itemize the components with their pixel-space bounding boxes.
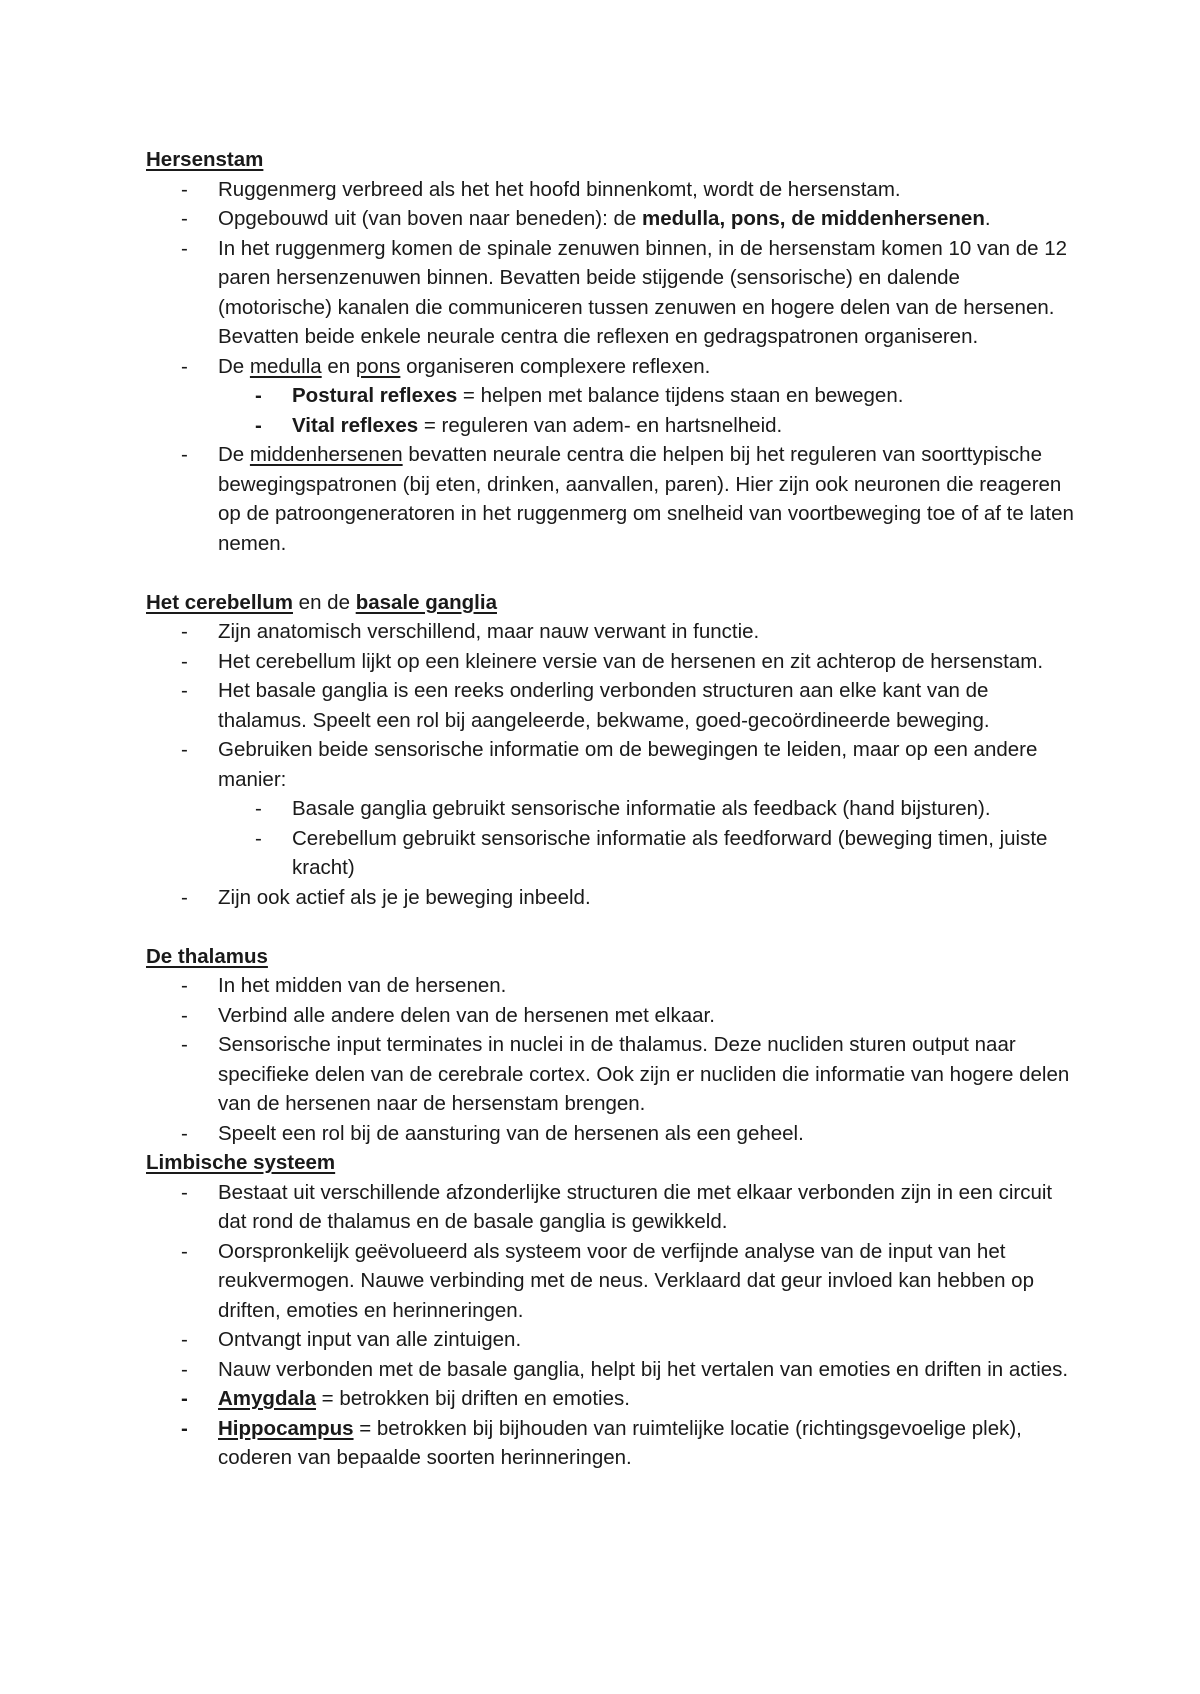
- item-text: Oorspronkelijk geëvolueerd als systeem voor de verfijnde analyse van de input van het reukvermogen. Nauwe verbinding met de neus. Verklaard dat geur invloed kan hebben op driften, emoties en herinneringen.: [218, 1239, 1034, 1322]
- sub-list-item: [146, 411, 1076, 441]
- item-text: = helpen met balance tijdens staan en bewegen.: [457, 384, 904, 407]
- item-underlined-text: pons: [355, 354, 401, 378]
- item-text: De: [218, 443, 250, 466]
- item-bold-text: Postural reflexes: [292, 384, 458, 407]
- list-item: [146, 1178, 1076, 1237]
- list-item: [146, 1237, 1076, 1326]
- heading-cerebellum: Het cerebellum: [146, 590, 293, 614]
- heading-basale-ganglia: basale ganglia: [355, 590, 497, 614]
- section-heading: [146, 145, 1076, 175]
- list-item: [146, 971, 1076, 1001]
- paragraph-gap: [146, 912, 1076, 942]
- bullet-dash: -: [181, 1328, 188, 1351]
- item-bold-underlined-text: Hippocampus: [218, 1416, 354, 1440]
- item-text: Gebruiken beide sensorische informatie om de bewegingen te leiden, maar op een andere manier:: [218, 738, 1038, 791]
- heading-hersenstam: Hersenstam: [146, 148, 264, 171]
- item-text: Bestaat uit verschillende afzonderlijke structuren die met elkaar verbonden zijn in een circuit dat rond de thalamus en de basale ganglia is gewikkeld.: [218, 1180, 1053, 1233]
- bullet-dash: -: [181, 649, 188, 673]
- sub-list-item: [146, 381, 1076, 411]
- list-item: [146, 1325, 1076, 1355]
- list-item: [146, 883, 1076, 913]
- bullet-dash: -: [255, 384, 262, 407]
- bullet-dash: -: [255, 826, 262, 850]
- heading-limbisch: Limbische systeem: [146, 1151, 336, 1174]
- item-text: = reguleren van adem- en hartsnelheid.: [418, 413, 783, 437]
- bullet-dash: -: [181, 207, 188, 230]
- section-thalamus: [146, 942, 1076, 1149]
- list-item: [146, 1355, 1076, 1385]
- list-item: [146, 352, 1076, 382]
- item-text: Basale ganglia gebruikt sensorische informatie als feedback (hand bijsturen).: [292, 797, 991, 820]
- bullet-dash: -: [181, 1357, 188, 1381]
- document-body: [146, 145, 1076, 1473]
- bullet-dash: -: [181, 738, 188, 761]
- item-text: De: [218, 354, 250, 378]
- bullet-dash: -: [181, 1003, 188, 1027]
- item-text: bevatten neurale centra die helpen bij het reguleren van soorttypische bewegingspatronen (bij eten, drinken, aanvallen, paren). Hier zijn ook neuronen die reageren op de patroongeneratoren in het ruggenmerg om snelheid van voortbeweging toe of af te laten nemen.: [218, 443, 1074, 555]
- heading-thalamus: De thalamus: [146, 944, 268, 968]
- sub-list-item: [146, 824, 1076, 883]
- item-text: Speelt een rol bij de aansturing van de hersenen als een geheel.: [218, 1121, 804, 1145]
- item-text: Opgebouwd uit (van boven naar beneden): de: [218, 207, 642, 230]
- item-bold-text: Vital reflexes: [292, 413, 419, 437]
- section-heading: [146, 1148, 1076, 1178]
- item-text: = betrokken bij bijhouden van ruimtelijke locatie (richtingsgevoelige plek), coderen van bepaalde soorten herinneringen.: [218, 1416, 1022, 1469]
- item-text: In het midden van de hersenen.: [218, 974, 507, 997]
- item-text: organiseren complexere reflexen.: [400, 354, 711, 378]
- sub-list-item: [146, 794, 1076, 824]
- item-text: Sensorische input terminates in nuclei in de thalamus. Deze nucliden sturen output naar specifieke delen van de cerebrale cortex. Ook zijn er nucliden die informatie van hogere delen van de hersenen naar de hersenstam brengen.: [218, 1033, 1070, 1115]
- list-item: [146, 617, 1076, 647]
- bullet-dash: -: [255, 797, 262, 820]
- bullet-dash: -: [181, 1239, 188, 1263]
- item-text: Nauw verbonden met de basale ganglia, helpt bij het vertalen van emoties en driften in acties.: [218, 1357, 1069, 1381]
- bullet-dash: -: [181, 885, 188, 909]
- item-text: Ontvangt input van alle zintuigen.: [218, 1328, 522, 1351]
- heading-connector: en de: [292, 590, 356, 614]
- list-item: [146, 204, 1076, 234]
- item-text: Zijn anatomisch verschillend, maar nauw verwant in functie.: [218, 620, 760, 643]
- section-hersenstam: [146, 145, 1076, 558]
- item-text: = betrokken bij driften en emoties.: [315, 1387, 630, 1410]
- bullet-dash: -: [181, 620, 188, 643]
- paragraph-gap: [146, 558, 1076, 588]
- bullet-dash: -: [181, 177, 188, 201]
- bullet-dash: -: [181, 1033, 188, 1056]
- list-item: [146, 1414, 1076, 1473]
- item-text: .: [984, 207, 991, 230]
- item-underlined-text: middenhersenen: [249, 443, 403, 466]
- section-cerebellum: [146, 588, 1076, 913]
- item-text: Verbind alle andere delen van de hersenen met elkaar.: [218, 1003, 715, 1027]
- bullet-dash: -: [181, 443, 188, 466]
- item-underlined-text: medulla: [249, 354, 322, 378]
- item-text: Het cerebellum lijkt op een kleinere versie van de hersenen en zit achterop de hersenstam.: [218, 649, 1044, 673]
- list-item: [146, 1384, 1076, 1414]
- list-item: [146, 234, 1076, 352]
- bullet-dash: -: [181, 679, 188, 702]
- bullet-dash: -: [181, 1387, 188, 1410]
- bullet-dash: -: [181, 236, 188, 260]
- list-item: [146, 676, 1076, 735]
- bullet-dash: -: [181, 1121, 188, 1145]
- item-text: en: [321, 354, 356, 378]
- list-item: [146, 440, 1076, 558]
- item-bold-underlined-text: Amygdala: [218, 1387, 316, 1410]
- item-text: Ruggenmerg verbreed als het het hoofd binnenkomt, wordt de hersenstam.: [218, 177, 901, 201]
- list-item: [146, 647, 1076, 677]
- item-text: Zijn ook actief als je je beweging inbeeld.: [218, 885, 591, 909]
- item-bold-text: medulla, pons, de middenhersenen: [641, 207, 985, 230]
- list-item: [146, 175, 1076, 205]
- section-limbisch: [146, 1148, 1076, 1473]
- bullet-dash: -: [181, 354, 188, 378]
- bullet-dash: -: [255, 413, 262, 437]
- bullet-dash: -: [181, 1180, 188, 1204]
- list-item: [146, 1030, 1076, 1119]
- section-heading: [146, 588, 1076, 618]
- list-item: [146, 735, 1076, 794]
- list-item: [146, 1001, 1076, 1031]
- bullet-dash: -: [181, 974, 188, 997]
- bullet-dash: -: [181, 1416, 188, 1440]
- section-heading: [146, 942, 1076, 972]
- list-item: [146, 1119, 1076, 1149]
- item-text: In het ruggenmerg komen de spinale zenuwen binnen, in de hersenstam komen 10 van de 12 paren hersenzenuwen binnen. Bevatten beide stijgende (sensorische) en dalende (motorische) kanalen die communiceren tussen zenuwen en hogere delen van de hersenen. Bevatten beide enkele neurale centra die reflexen en gedragspatronen organiseren.: [218, 236, 1068, 348]
- item-text: Het basale ganglia is een reeks onderling verbonden structuren aan elke kant van de thalamus. Speelt een rol bij aangeleerde, bekwame, goed-gecoördineerde beweging.: [218, 679, 990, 732]
- item-text: Cerebellum gebruikt sensorische informatie als feedforward (beweging timen, juiste kracht): [292, 826, 1048, 879]
